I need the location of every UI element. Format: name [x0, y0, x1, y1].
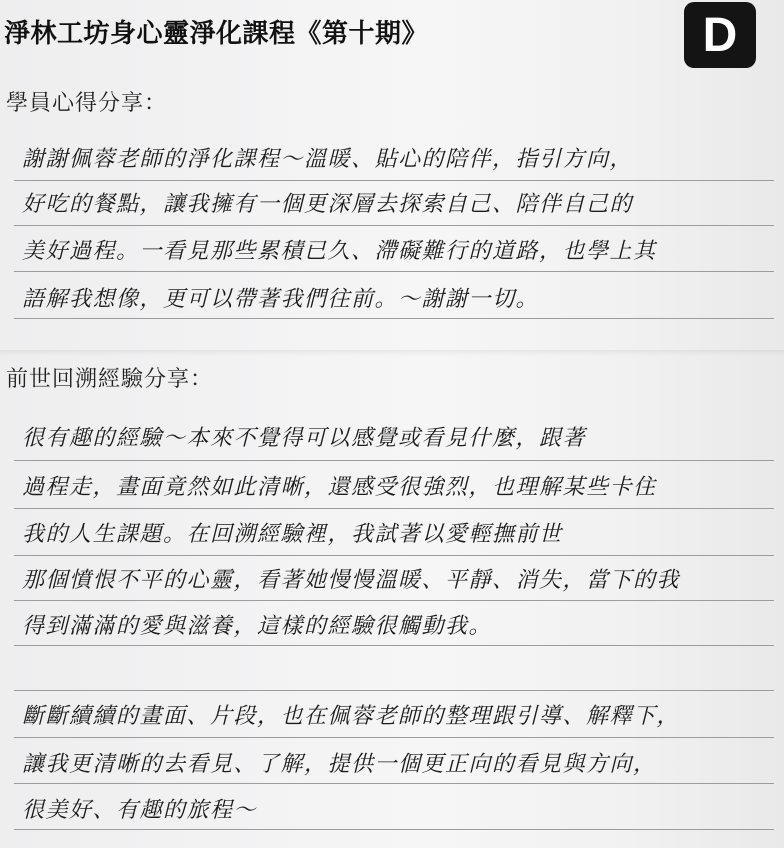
- handwritten-line: 美好過程。一看見那些累積已久、滯礙難行的道路，也學上其: [22, 239, 657, 264]
- ruled-line: [14, 555, 774, 556]
- ruled-line: [14, 737, 774, 738]
- handwritten-line: 斷斷續續的畫面、片段，也在佩蓉老師的整理跟引導、解釋下，: [22, 704, 681, 729]
- ruled-line: [14, 225, 774, 226]
- handwritten-line: 讓我更清晰的去看見、了解，提供一個更正向的看見與方向，: [22, 752, 657, 777]
- handwritten-line: 很有趣的經驗～本來不覺得可以感覺或看見什麼，跟著: [22, 426, 587, 451]
- ruled-line: [14, 600, 774, 601]
- ruled-line: [14, 783, 774, 784]
- section-heading: 前世回溯經驗分享：: [6, 367, 214, 392]
- section-badge: D: [684, 2, 756, 68]
- handwritten-line: 謝謝佩蓉老師的淨化課程～溫暖、貼心的陪伴，指引方向，: [22, 147, 634, 172]
- handwritten-line: 我的人生課題。在回溯經驗裡，我試著以愛輕撫前世: [22, 522, 563, 547]
- handwritten-line: 那個憤恨不平的心靈，看著她慢慢溫暖、平靜、消失，當下的我: [22, 568, 681, 593]
- ruled-line: [14, 829, 774, 830]
- ruled-line: [14, 690, 774, 691]
- section-heading: 學員心得分享：: [6, 91, 168, 116]
- handwritten-line: 過程走，畫面竟然如此清晰，還感受很強烈，也理解某些卡住: [22, 475, 657, 500]
- ruled-line: [14, 180, 774, 181]
- handwritten-line: [22, 652, 766, 686]
- handwritten-line: 語解我想像，更可以帶著我們往前。～謝謝一切。: [22, 287, 540, 312]
- paper-fold: [0, 350, 784, 356]
- ruled-line: [14, 645, 774, 646]
- ruled-line: [14, 318, 774, 319]
- page-title: 淨林工坊身心靈淨化課程《第十期》: [4, 19, 429, 49]
- ruled-line: [14, 460, 774, 461]
- handwritten-line: 得到滿滿的愛與滋養，這樣的經驗很觸動我。: [22, 614, 493, 639]
- handwritten-line: 好吃的餐點，讓我擁有一個更深層去探索自己、陪伴自己的: [22, 192, 634, 217]
- ruled-line: [14, 271, 774, 272]
- ruled-line: [14, 508, 774, 509]
- handwritten-line: 很美好、有趣的旅程～: [22, 798, 258, 823]
